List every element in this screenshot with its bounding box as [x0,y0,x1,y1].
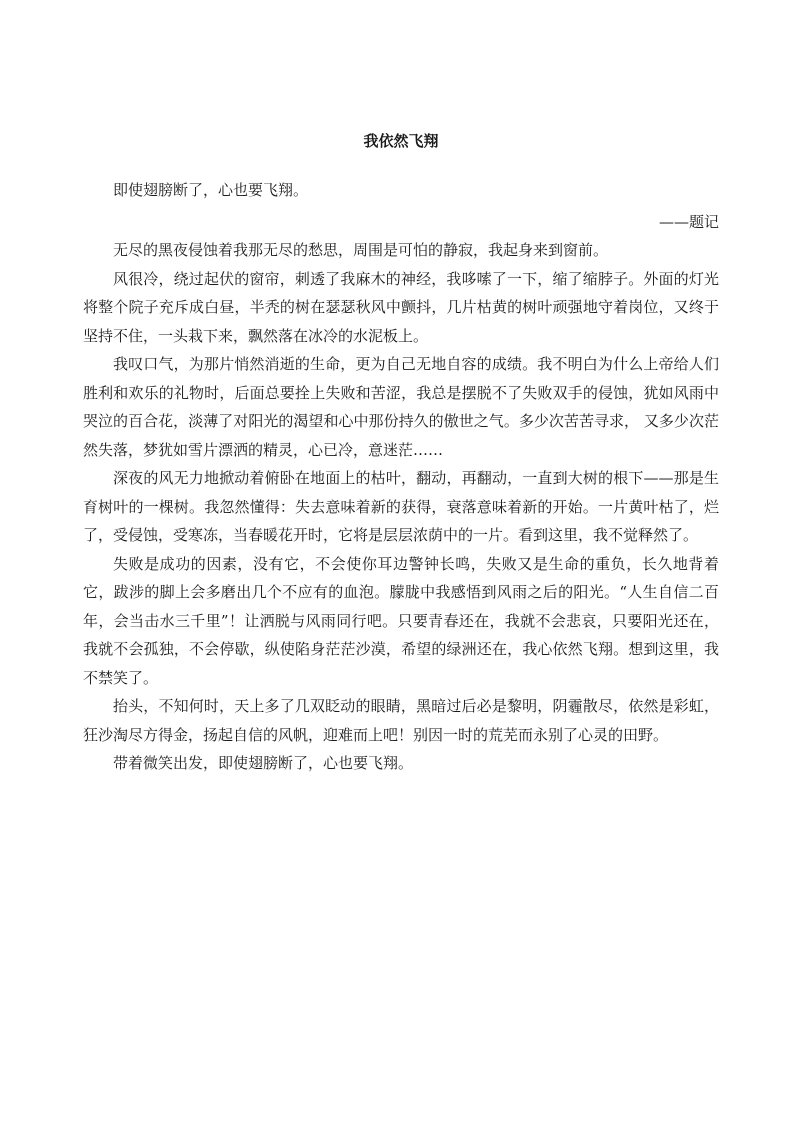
paragraph: 失败是成功的因素，没有它，不会使你耳边警钟长鸣，失败又是生命的重负，长久地背着它，跋涉的脚上会多磨出几个不应有的血泡。朦胧中我感悟到风雨之后的阳光。“人生自信二百年，会当击水三千里”！让洒脱与风雨同行吧。只要青春还在，我就不会悲哀，只要阳光还在，我就不会孤独，不会停歇，纵使陷身茫茫沙漠，希望的绿洲还在，我心依然飞翔。想到这里，我不禁笑了。 [83,554,719,687]
epigraph-attribution: ——题记 [658,212,719,231]
paragraph: 深夜的风无力地掀动着俯卧在地面上的枯叶，翻动，再翻动，一直到大树的根下——那是生育树叶的一棵树。我忽然懂得：失去意味着新的获得，衰落意味着新的开始。一片黄叶枯了，烂了，受侵蚀，受寒冻，当春暖花开时，它将是层层浓荫中的一片。看到这里，我不觉释然了。 [83,469,719,544]
paragraph: 带着微笑出发，即使翅膀断了，心也要飞翔。 [113,754,414,772]
paragraph: 我叹口气，为那片悄然消逝的生命，更为自己无地自容的成绩。我不明白为什么上帝给人们胜利和欢乐的礼物时，后面总要拴上失败和苦涩，我总是摆脱不了失败双手的侵蚀，犹如风雨中哭泣的百合花，淡薄了对阳光的渴望和心中那份持久的傲世之气。多少次苦苦寻求， 又多少次茫然失落，梦犹如雪片漂洒的精灵，心已冷，意迷茫…… [83,355,719,459]
essay-title: 我依然飞翔 [363,132,439,150]
essay-body [83,128,719,778]
paragraph: 无尽的黑夜侵蚀着我那无尽的愁思，周围是可怕的静寂，我起身来到窗前。 [113,241,609,259]
paragraph: 抬头，不知何时，天上多了几双眨动的眼睛，黑暗过后必是黎明，阴霾散尽，依然是彩虹，狂沙淘尽方得金，扬起自信的风帆，迎难而上吧！别因一时的荒芜而永别了心灵的田野。 [83,697,719,744]
epigraph: 即使翅膀断了，心也要飞翔。 [113,181,309,199]
paragraph: 风很冷，绕过起伏的窗帘，刺透了我麻木的神经，我哆嗦了一下，缩了缩脖子。外面的灯光将整个院子充斥成白昼，半秃的树在瑟瑟秋风中颤抖，几片枯黄的树叶顽强地守着岗位，又终于坚持不住，一头栽下来，飘然落在冰冷的水泥板上。 [83,269,719,345]
